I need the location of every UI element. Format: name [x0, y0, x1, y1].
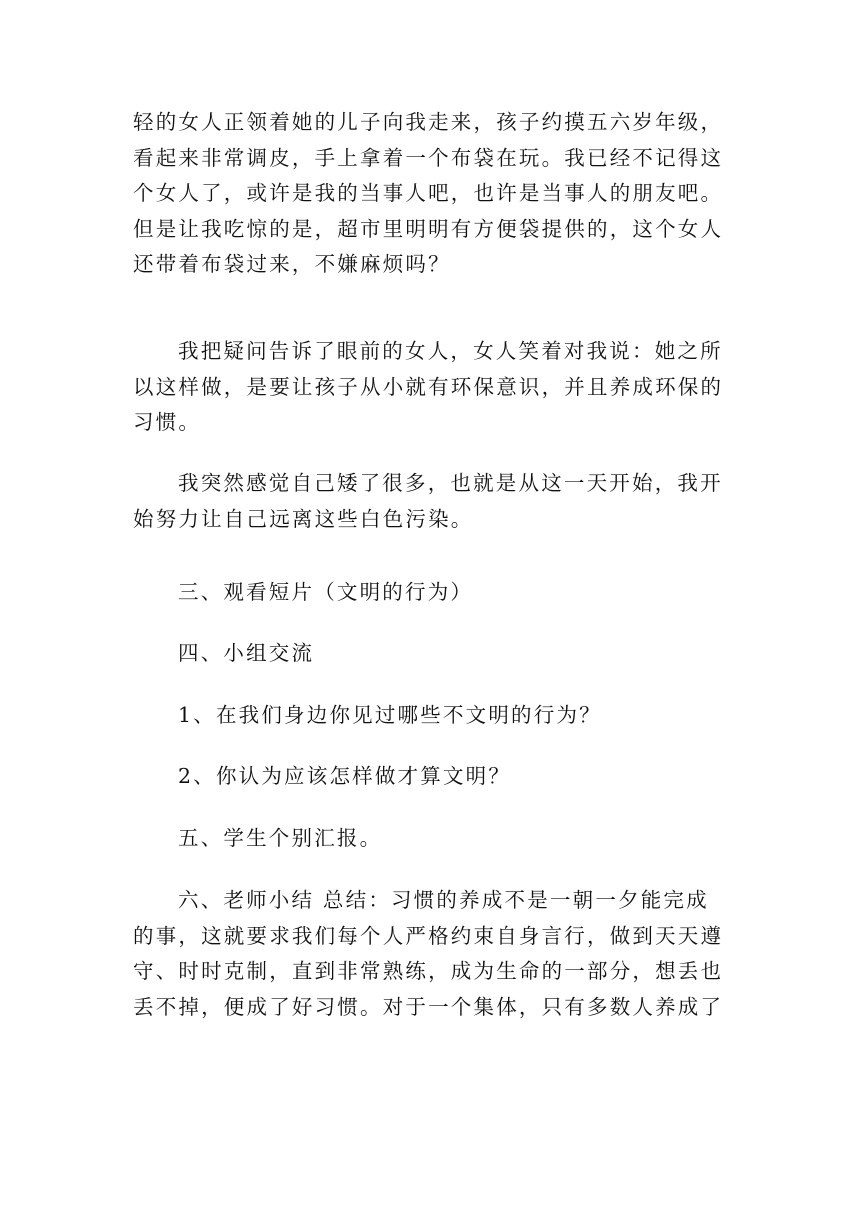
text-line: 看起来非常调皮，手上拿着一个布袋在玩。我已经不记得这 [133, 145, 724, 170]
text-line: 我突然感觉自己矮了很多，也就是从这一天开始，我开 [178, 471, 723, 495]
question-two: 2、你认为应该怎样做才算文明？ [178, 764, 512, 788]
question-paragraph [133, 334, 733, 441]
story-paragraph [133, 105, 733, 283]
reflection-paragraph [133, 466, 733, 537]
section-four-heading: 四、小组交流 [178, 641, 315, 665]
text-line: 六、老师小结 总结：习惯的养成不是一朝一夕能完成 [178, 888, 709, 912]
text-line: 习惯。 [133, 410, 202, 434]
question-one: 1、在我们身边你见过哪些不文明的行为？ [178, 703, 602, 727]
text-line: 守、时时克制，直到非常熟练，成为生命的一部分，想丢也 [133, 959, 724, 983]
text-line: 的事，这就要求我们每个人严格约束自身言行，做到天天遵 [133, 923, 724, 948]
summary-paragraph [133, 883, 733, 1025]
section-three-heading: 三、观看短片（文明的行为） [178, 580, 474, 604]
text-line: 丢不掉，便成了好习惯。对于一个集体，只有多数人养成了 [133, 994, 724, 1019]
text-line: 以这样做，是要让孩子从小就有环保意识，并且养成环保的 [133, 374, 724, 399]
text-line: 个女人了，或许是我的当事人吧，也许是当事人的朋友吧。 [133, 181, 724, 205]
text-line: 还带着布袋过来，不嫌麻烦吗？ [133, 252, 451, 276]
text-line: 我把疑问告诉了眼前的女人，女人笑着对我说：她之所 [178, 339, 723, 363]
text-line: 但是让我吃惊的是，超市里明明有方便袋提供的，这个女人 [133, 216, 724, 241]
section-five-heading: 五、学生个别汇报。 [178, 826, 383, 850]
text-line: 始努力让自己远离这些白色污染。 [133, 506, 474, 531]
text-line: 轻的女人正领着她的儿子向我走来，孩子约摸五六岁年级， [133, 110, 724, 134]
